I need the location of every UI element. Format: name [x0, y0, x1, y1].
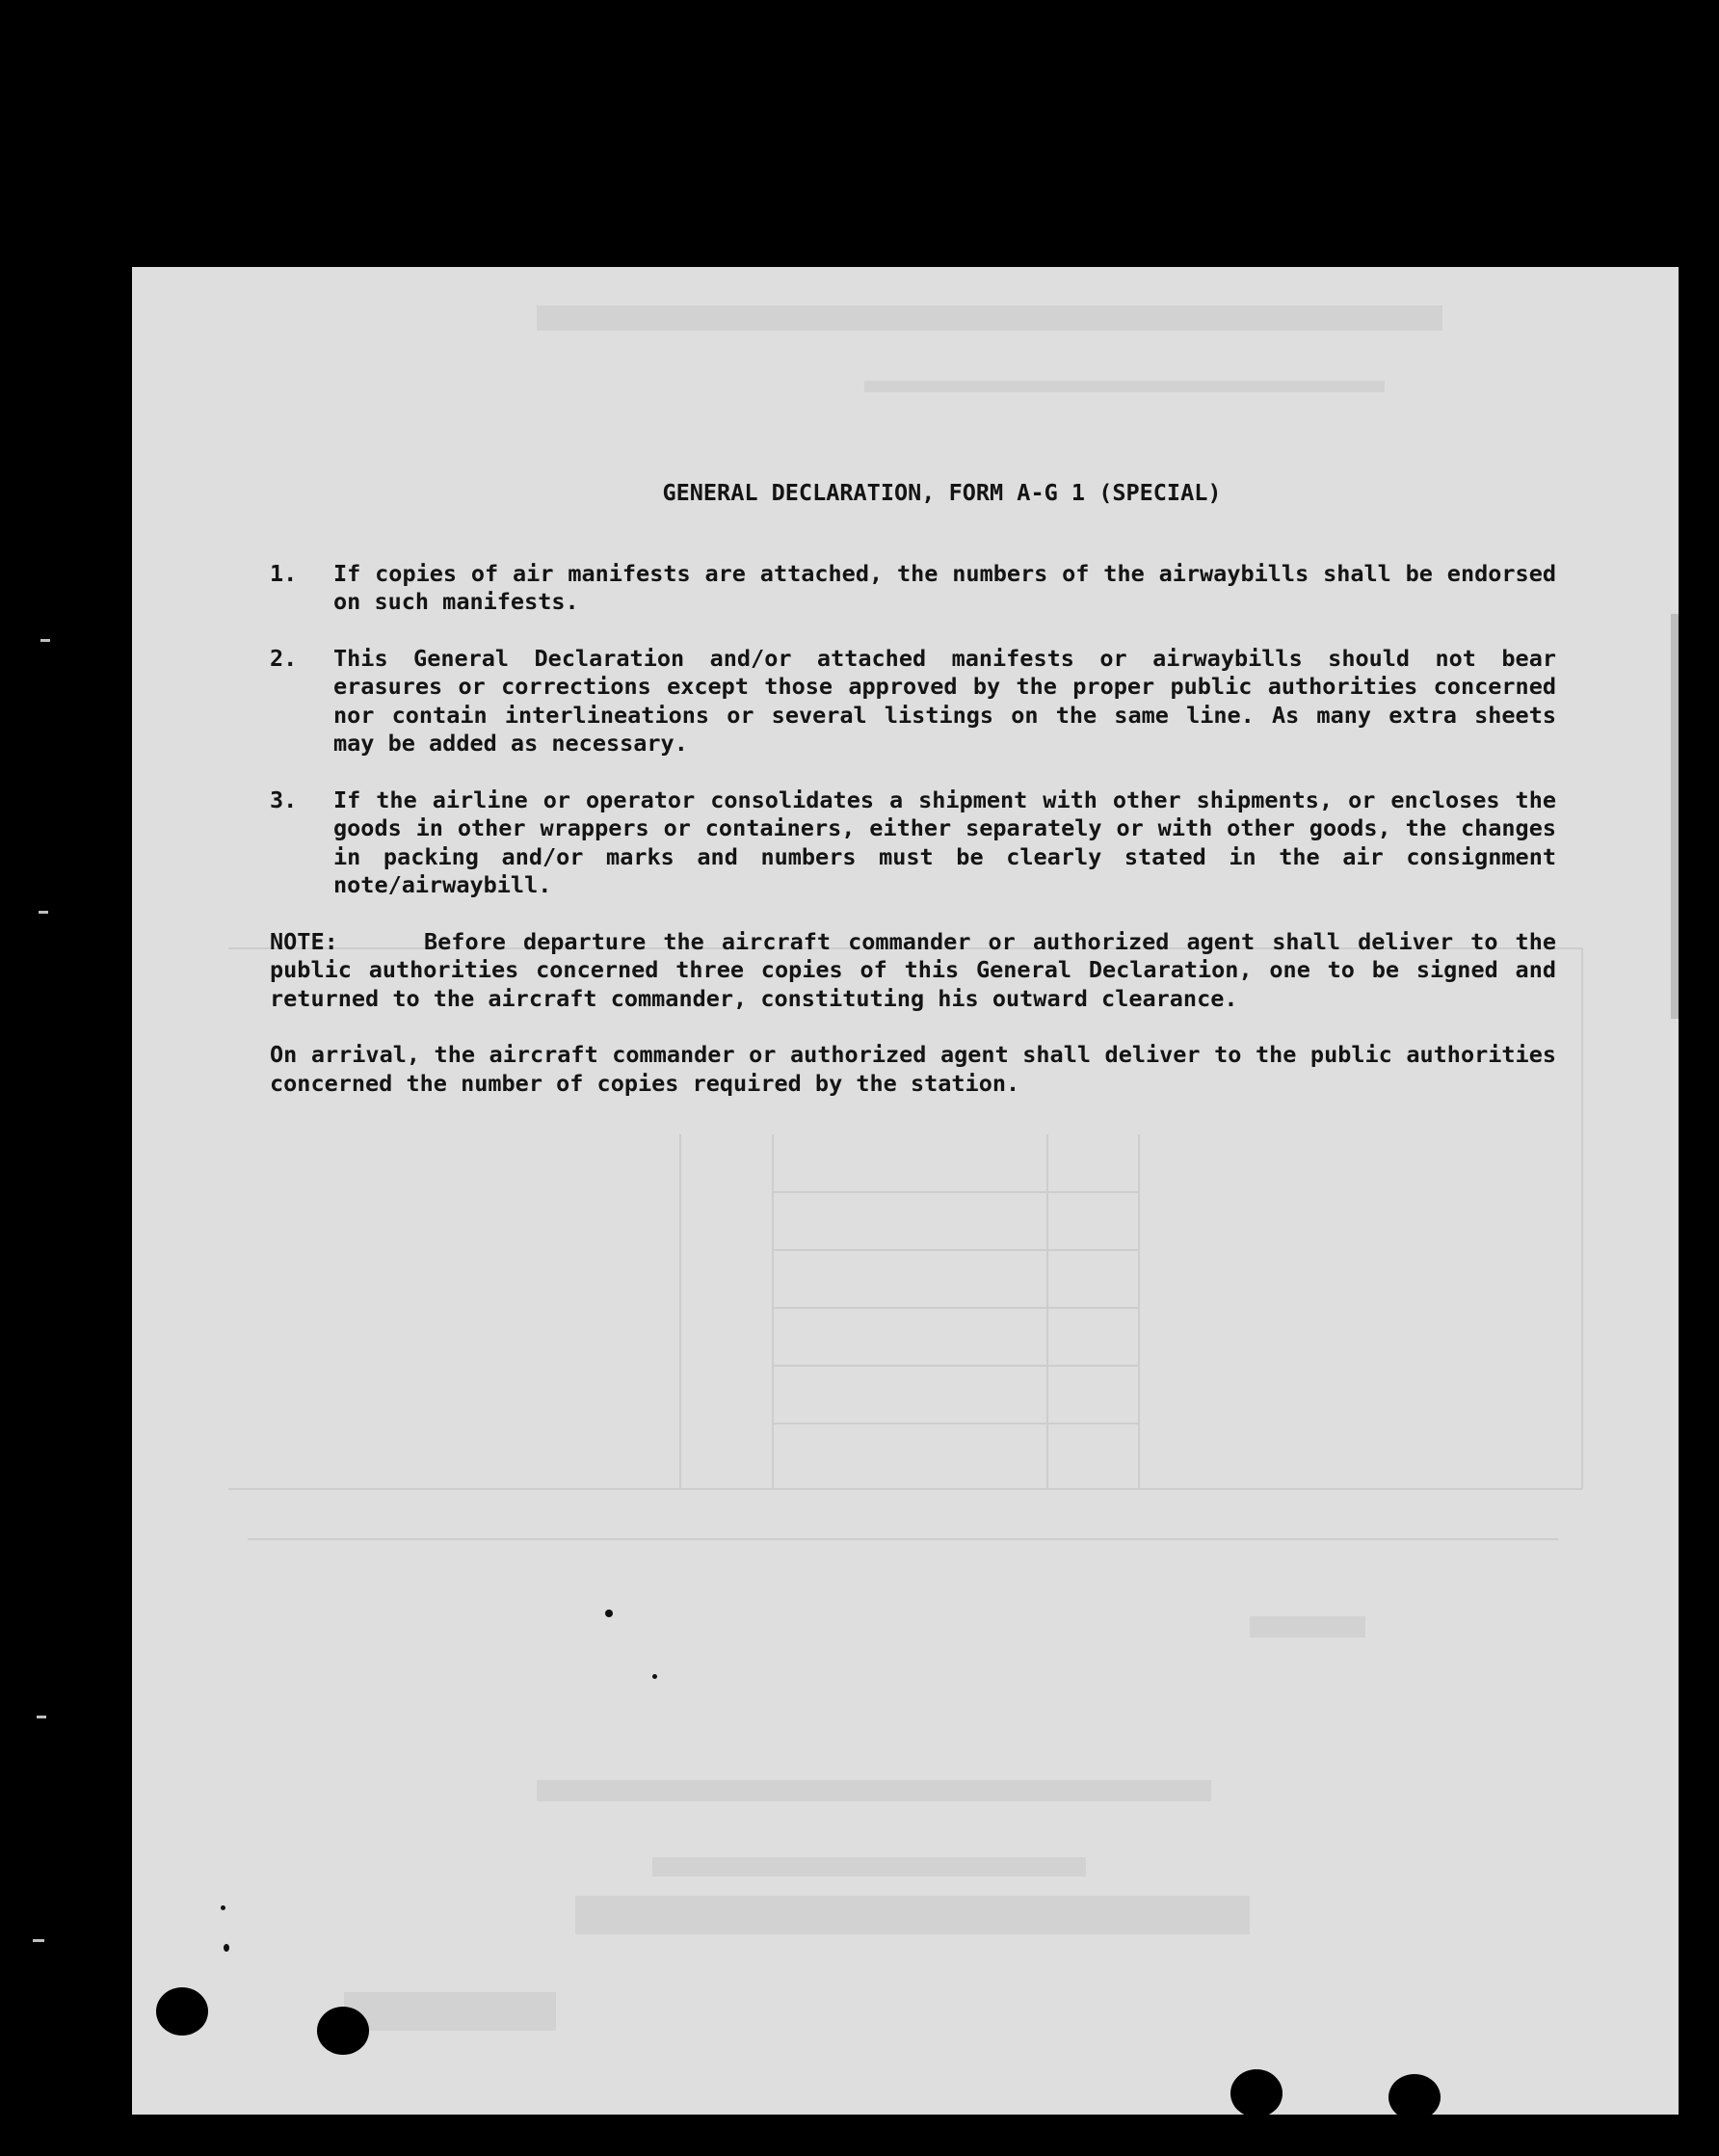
- list-item: [270, 645, 1556, 759]
- punch-hole: [1388, 2074, 1441, 2115]
- ink-speck: [652, 1674, 657, 1679]
- page-edge-shadow: [1671, 614, 1679, 1019]
- scan-tick: [40, 639, 50, 642]
- page-title: GENERAL DECLARATION, FORM A-G 1 (SPECIAL): [662, 479, 1222, 506]
- item-text: If copies of air manifests are attached, the numbers of the airwaybills shall be endorsed on such manifests.: [333, 559, 1556, 615]
- declaration-instructions: [270, 479, 1556, 1126]
- punch-hole: [317, 2007, 369, 2055]
- ink-speck: [221, 1905, 225, 1910]
- note-label: NOTE:: [270, 927, 338, 955]
- note-text: Before departure the aircraft commander or authorized agent shall deliver to the public authorities concerned three copies of this General Declaration, one to be signed and returned to the aircraft commander, constituting his outward clearance.: [270, 927, 1556, 1012]
- scan-tick: [33, 1939, 44, 1942]
- scan-tick: [39, 911, 48, 914]
- item-number: 3.: [270, 785, 298, 813]
- document-page: [132, 267, 1679, 2115]
- scan-tick: [37, 1716, 46, 1718]
- item-text: This General Declaration and/or attached manifests or airwaybills should not bear erasures or corrections except those approved by the proper public authorities concerned nor contain interlineations or several listings on the same line. As many extra sheets may be added as necessary.: [333, 644, 1556, 757]
- list-item: [270, 786, 1556, 900]
- punch-hole: [156, 1987, 208, 2036]
- note-paragraph: [270, 928, 1556, 1014]
- item-number: 1.: [270, 559, 298, 587]
- item-text: If the airline or operator consolidates a shipment with other shipments, or encloses the goods in other wrappers or containers, either separately or with other goods, the changes in packing and/or marks and numbers must be clearly stated in the air consignment note/airwaybill.: [333, 785, 1556, 898]
- ink-speck: [224, 1944, 229, 1952]
- item-number: 2.: [270, 644, 298, 672]
- punch-hole: [1230, 2069, 1283, 2115]
- list-item: [270, 560, 1556, 617]
- arrival-paragraph: On arrival, the aircraft commander or authorized agent shall deliver to the public authorities concerned the number of copies required by the station.: [270, 1041, 1556, 1097]
- ink-speck: [605, 1610, 613, 1617]
